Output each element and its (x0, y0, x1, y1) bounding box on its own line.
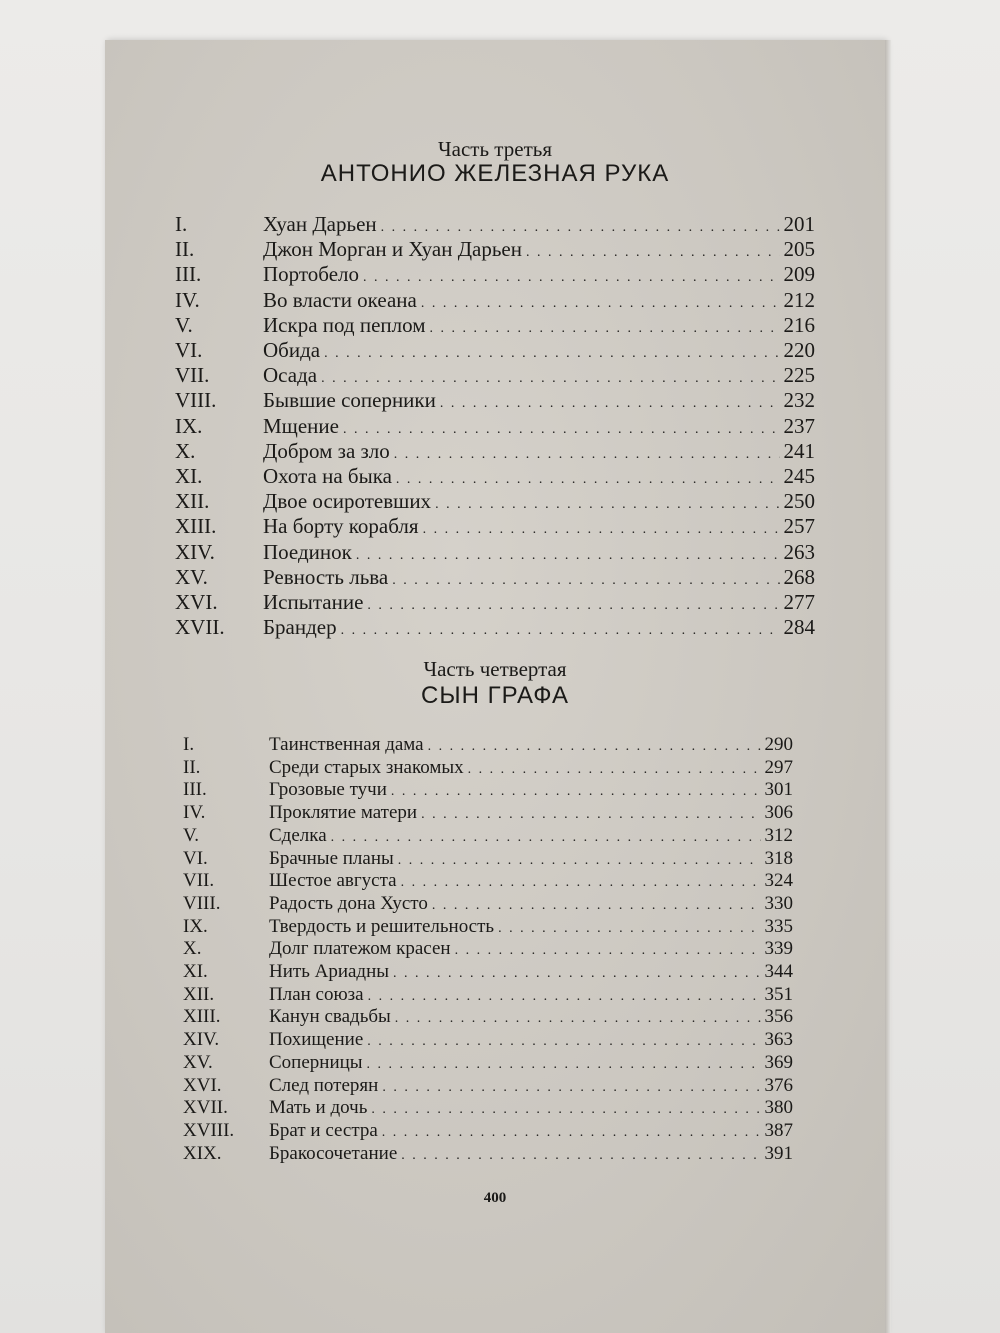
toc-entry (175, 388, 815, 413)
chapter-page: 237 (783, 413, 815, 438)
dot-leader (432, 898, 761, 914)
chapter-number: V. (175, 312, 193, 337)
chapter-title: Обида (263, 338, 321, 362)
toc-entry (183, 1075, 793, 1100)
toc-entry (183, 1143, 793, 1168)
chapter-title: Искра под пеплом (263, 312, 426, 337)
book-page (105, 40, 885, 1333)
dot-leader (394, 447, 780, 463)
dot-leader (331, 830, 761, 846)
dot-leader (435, 497, 779, 513)
chapter-title: Среди старых знакомых (269, 756, 464, 778)
dot-leader (367, 598, 779, 614)
toc-entry (175, 288, 815, 313)
chapter-number: XII. (175, 489, 210, 514)
chapter-number: VII. (175, 363, 210, 388)
dot-leader (468, 762, 761, 778)
chapter-number: I. (183, 734, 195, 755)
dot-leader (440, 396, 780, 412)
chapter-number: X. (175, 438, 196, 463)
chapter-title: Осада (263, 363, 318, 388)
toc-entry (175, 262, 815, 287)
chapter-number: XI. (175, 464, 203, 488)
dot-leader (392, 573, 779, 589)
chapter-title: Поединок (263, 539, 352, 564)
chapter-title: Радость дона Хусто (269, 892, 428, 914)
chapter-page: 391 (764, 1142, 793, 1164)
chapter-title: Брачные планы (269, 847, 394, 869)
chapter-number: XVIII. (183, 1119, 235, 1141)
chapter-number: VI. (183, 847, 208, 869)
toc-entry (175, 489, 815, 514)
chapter-page: 306 (764, 802, 793, 824)
chapter-page: 225 (783, 363, 815, 388)
toc-entry (175, 615, 815, 640)
chapter-title: Мать и дочь (269, 1097, 368, 1119)
chapter-title: Джон Морган и Хуан Дарьен (263, 237, 522, 262)
toc-entry (175, 212, 815, 237)
chapter-title: Бракосочетание (269, 1142, 398, 1164)
chapter-page: 241 (783, 438, 815, 463)
chapter-page: 216 (783, 312, 815, 337)
chapter-title: На борту корабля (263, 514, 419, 539)
dot-leader (498, 921, 760, 937)
dot-leader (423, 522, 780, 538)
dot-leader (421, 807, 760, 823)
chapter-page: 335 (764, 915, 793, 937)
chapter-page: 301 (764, 779, 793, 801)
toc-entry (175, 313, 815, 338)
chapter-page: 209 (783, 262, 815, 287)
toc-entry (175, 514, 815, 539)
chapter-number: XI. (183, 961, 208, 982)
dot-leader (324, 346, 779, 362)
dot-leader (321, 371, 779, 387)
toc-entry (175, 414, 815, 439)
toc-entry (175, 464, 815, 489)
chapter-page: 277 (783, 590, 815, 614)
chapter-page: 387 (764, 1119, 793, 1141)
chapter-title: План союза (269, 983, 364, 1005)
toc-entry (175, 363, 815, 388)
part4-title: СЫН ГРАФА (421, 682, 569, 709)
toc-entry (183, 893, 793, 918)
toc-entry (183, 1097, 793, 1122)
page-number: 400 (483, 1190, 507, 1206)
chapter-page: 344 (764, 961, 793, 982)
dot-leader (382, 1125, 761, 1141)
chapter-page: 232 (783, 388, 815, 413)
chapter-title: Испытание (263, 590, 364, 614)
chapter-number: IV. (183, 802, 206, 824)
chapter-title: Портобело (263, 262, 359, 287)
chapter-number: II. (183, 756, 201, 778)
chapter-number: X. (183, 938, 202, 960)
chapter-page: 351 (764, 983, 793, 1005)
chapter-number: II. (175, 237, 195, 262)
chapter-title: Брандер (263, 615, 337, 640)
toc-entry (183, 961, 793, 986)
dot-leader (382, 1080, 760, 1096)
dot-leader (428, 739, 761, 755)
chapter-title: Твердость и решительность (269, 915, 495, 937)
chapter-title: Во власти океана (263, 287, 417, 312)
toc-entry (175, 590, 815, 615)
dot-leader (367, 1034, 760, 1050)
dot-leader (371, 1102, 760, 1118)
chapter-title: Хуан Дарьен (263, 212, 377, 236)
dot-leader (526, 245, 780, 261)
toc-entry (183, 1120, 793, 1145)
chapter-page: 284 (783, 615, 815, 640)
dot-leader (396, 472, 780, 488)
chapter-title: Канун свадьбы (269, 1006, 391, 1028)
toc-entry (175, 338, 815, 363)
chapter-title: Двое осиротевших (263, 489, 432, 514)
chapter-number: XIV. (175, 539, 215, 564)
chapter-number: III. (183, 779, 207, 801)
part3-label: Часть третья (438, 137, 552, 161)
toc-entry (183, 1006, 793, 1031)
dot-leader (421, 296, 780, 312)
dot-leader (455, 943, 761, 959)
chapter-page: 297 (764, 756, 793, 778)
part4-label: Часть четвертая (423, 657, 567, 681)
toc-entry (183, 870, 793, 895)
chapter-title: Проклятие матери (269, 802, 418, 824)
chapter-title: Таинственная дама (269, 734, 424, 755)
chapter-title: Шестое августа (269, 870, 397, 892)
chapter-number: XIX. (183, 1142, 222, 1164)
chapter-title: Похищение (269, 1029, 364, 1051)
chapter-number: XIII. (183, 1006, 221, 1028)
toc-entry (183, 1052, 793, 1077)
chapter-number: VIII. (175, 388, 217, 413)
chapter-title: Сделка (269, 824, 327, 846)
chapter-page: 257 (783, 514, 815, 539)
chapter-number: XII. (183, 983, 215, 1005)
chapter-page: 312 (764, 824, 793, 846)
chapter-page: 380 (764, 1097, 793, 1119)
dot-leader (430, 321, 780, 337)
dot-leader (341, 623, 780, 639)
chapter-title: Ревность льва (263, 564, 389, 589)
chapter-page: 268 (783, 564, 815, 589)
toc-entry (183, 802, 793, 827)
dot-leader (393, 966, 760, 982)
chapter-page: 363 (764, 1029, 793, 1051)
chapter-title: Соперницы (269, 1051, 363, 1073)
chapter-number: XV. (175, 564, 208, 589)
chapter-page: 339 (764, 938, 793, 960)
chapter-number: I. (175, 212, 188, 236)
chapter-number: V. (183, 824, 200, 846)
chapter-number: XVII. (175, 615, 225, 640)
dot-leader (363, 270, 780, 286)
chapter-number: XVI. (183, 1074, 222, 1096)
page-edge (885, 40, 891, 1333)
chapter-number: VI. (175, 338, 203, 362)
chapter-number: VII. (183, 870, 215, 892)
part3-title: АНТОНИО ЖЕЛЕЗНАЯ РУКА (320, 160, 670, 187)
chapter-page: 245 (783, 464, 815, 488)
chapter-number: XIII. (175, 514, 217, 539)
toc-entry (175, 237, 815, 262)
chapter-title: Долг платежом красен (269, 938, 451, 960)
dot-leader (401, 875, 761, 891)
chapter-page: 324 (764, 870, 793, 892)
chapter-page: 330 (764, 892, 793, 914)
dot-leader (368, 989, 761, 1005)
chapter-title: Мщение (263, 413, 339, 438)
toc-entry (183, 1029, 793, 1054)
chapter-title: Брат и сестра (269, 1119, 378, 1141)
dot-leader (381, 220, 780, 236)
chapter-page: 205 (783, 237, 815, 262)
toc-entry (183, 938, 793, 963)
chapter-title: Нить Ариадны (269, 961, 390, 982)
chapter-number: III. (175, 262, 202, 287)
toc-entry (175, 540, 815, 565)
chapter-page: 290 (764, 734, 793, 755)
toc-entry (183, 916, 793, 941)
dot-leader (395, 1011, 761, 1027)
dot-leader (343, 422, 780, 438)
chapter-page: 356 (764, 1006, 793, 1028)
chapter-page: 263 (783, 539, 815, 564)
chapter-page: 220 (783, 338, 815, 362)
chapter-number: IX. (175, 413, 203, 438)
toc-entry (183, 848, 793, 873)
chapter-title: Грозовые тучи (269, 779, 387, 801)
chapter-number: XIV. (183, 1029, 220, 1051)
chapter-number: VIII. (183, 892, 221, 914)
toc-entry (175, 439, 815, 464)
chapter-number: XV. (183, 1051, 213, 1073)
chapter-number: IX. (183, 915, 208, 937)
dot-leader (367, 1057, 761, 1073)
chapter-page: 212 (783, 287, 815, 312)
chapter-page: 376 (764, 1074, 793, 1096)
chapter-number: IV. (175, 287, 200, 312)
toc-entry (183, 825, 793, 850)
dot-leader (356, 548, 780, 564)
dot-leader (391, 784, 761, 800)
chapter-page: 369 (764, 1051, 793, 1073)
chapter-page: 250 (783, 489, 815, 514)
chapter-title: Добром за зло (263, 438, 390, 463)
chapter-number: XVI. (175, 590, 218, 614)
toc-entry (183, 734, 793, 759)
toc-entry (183, 779, 793, 804)
toc-entry (183, 757, 793, 782)
chapter-number: XVII. (183, 1097, 228, 1119)
chapter-title: Охота на быка (263, 464, 392, 488)
toc-entry (175, 565, 815, 590)
chapter-title: Бывшие соперники (263, 388, 436, 413)
dot-leader (401, 1148, 760, 1164)
chapter-page: 318 (764, 847, 793, 869)
dot-leader (398, 853, 761, 869)
toc-entry (183, 984, 793, 1009)
chapter-title: След потерян (269, 1074, 379, 1096)
chapter-page: 201 (783, 212, 815, 236)
